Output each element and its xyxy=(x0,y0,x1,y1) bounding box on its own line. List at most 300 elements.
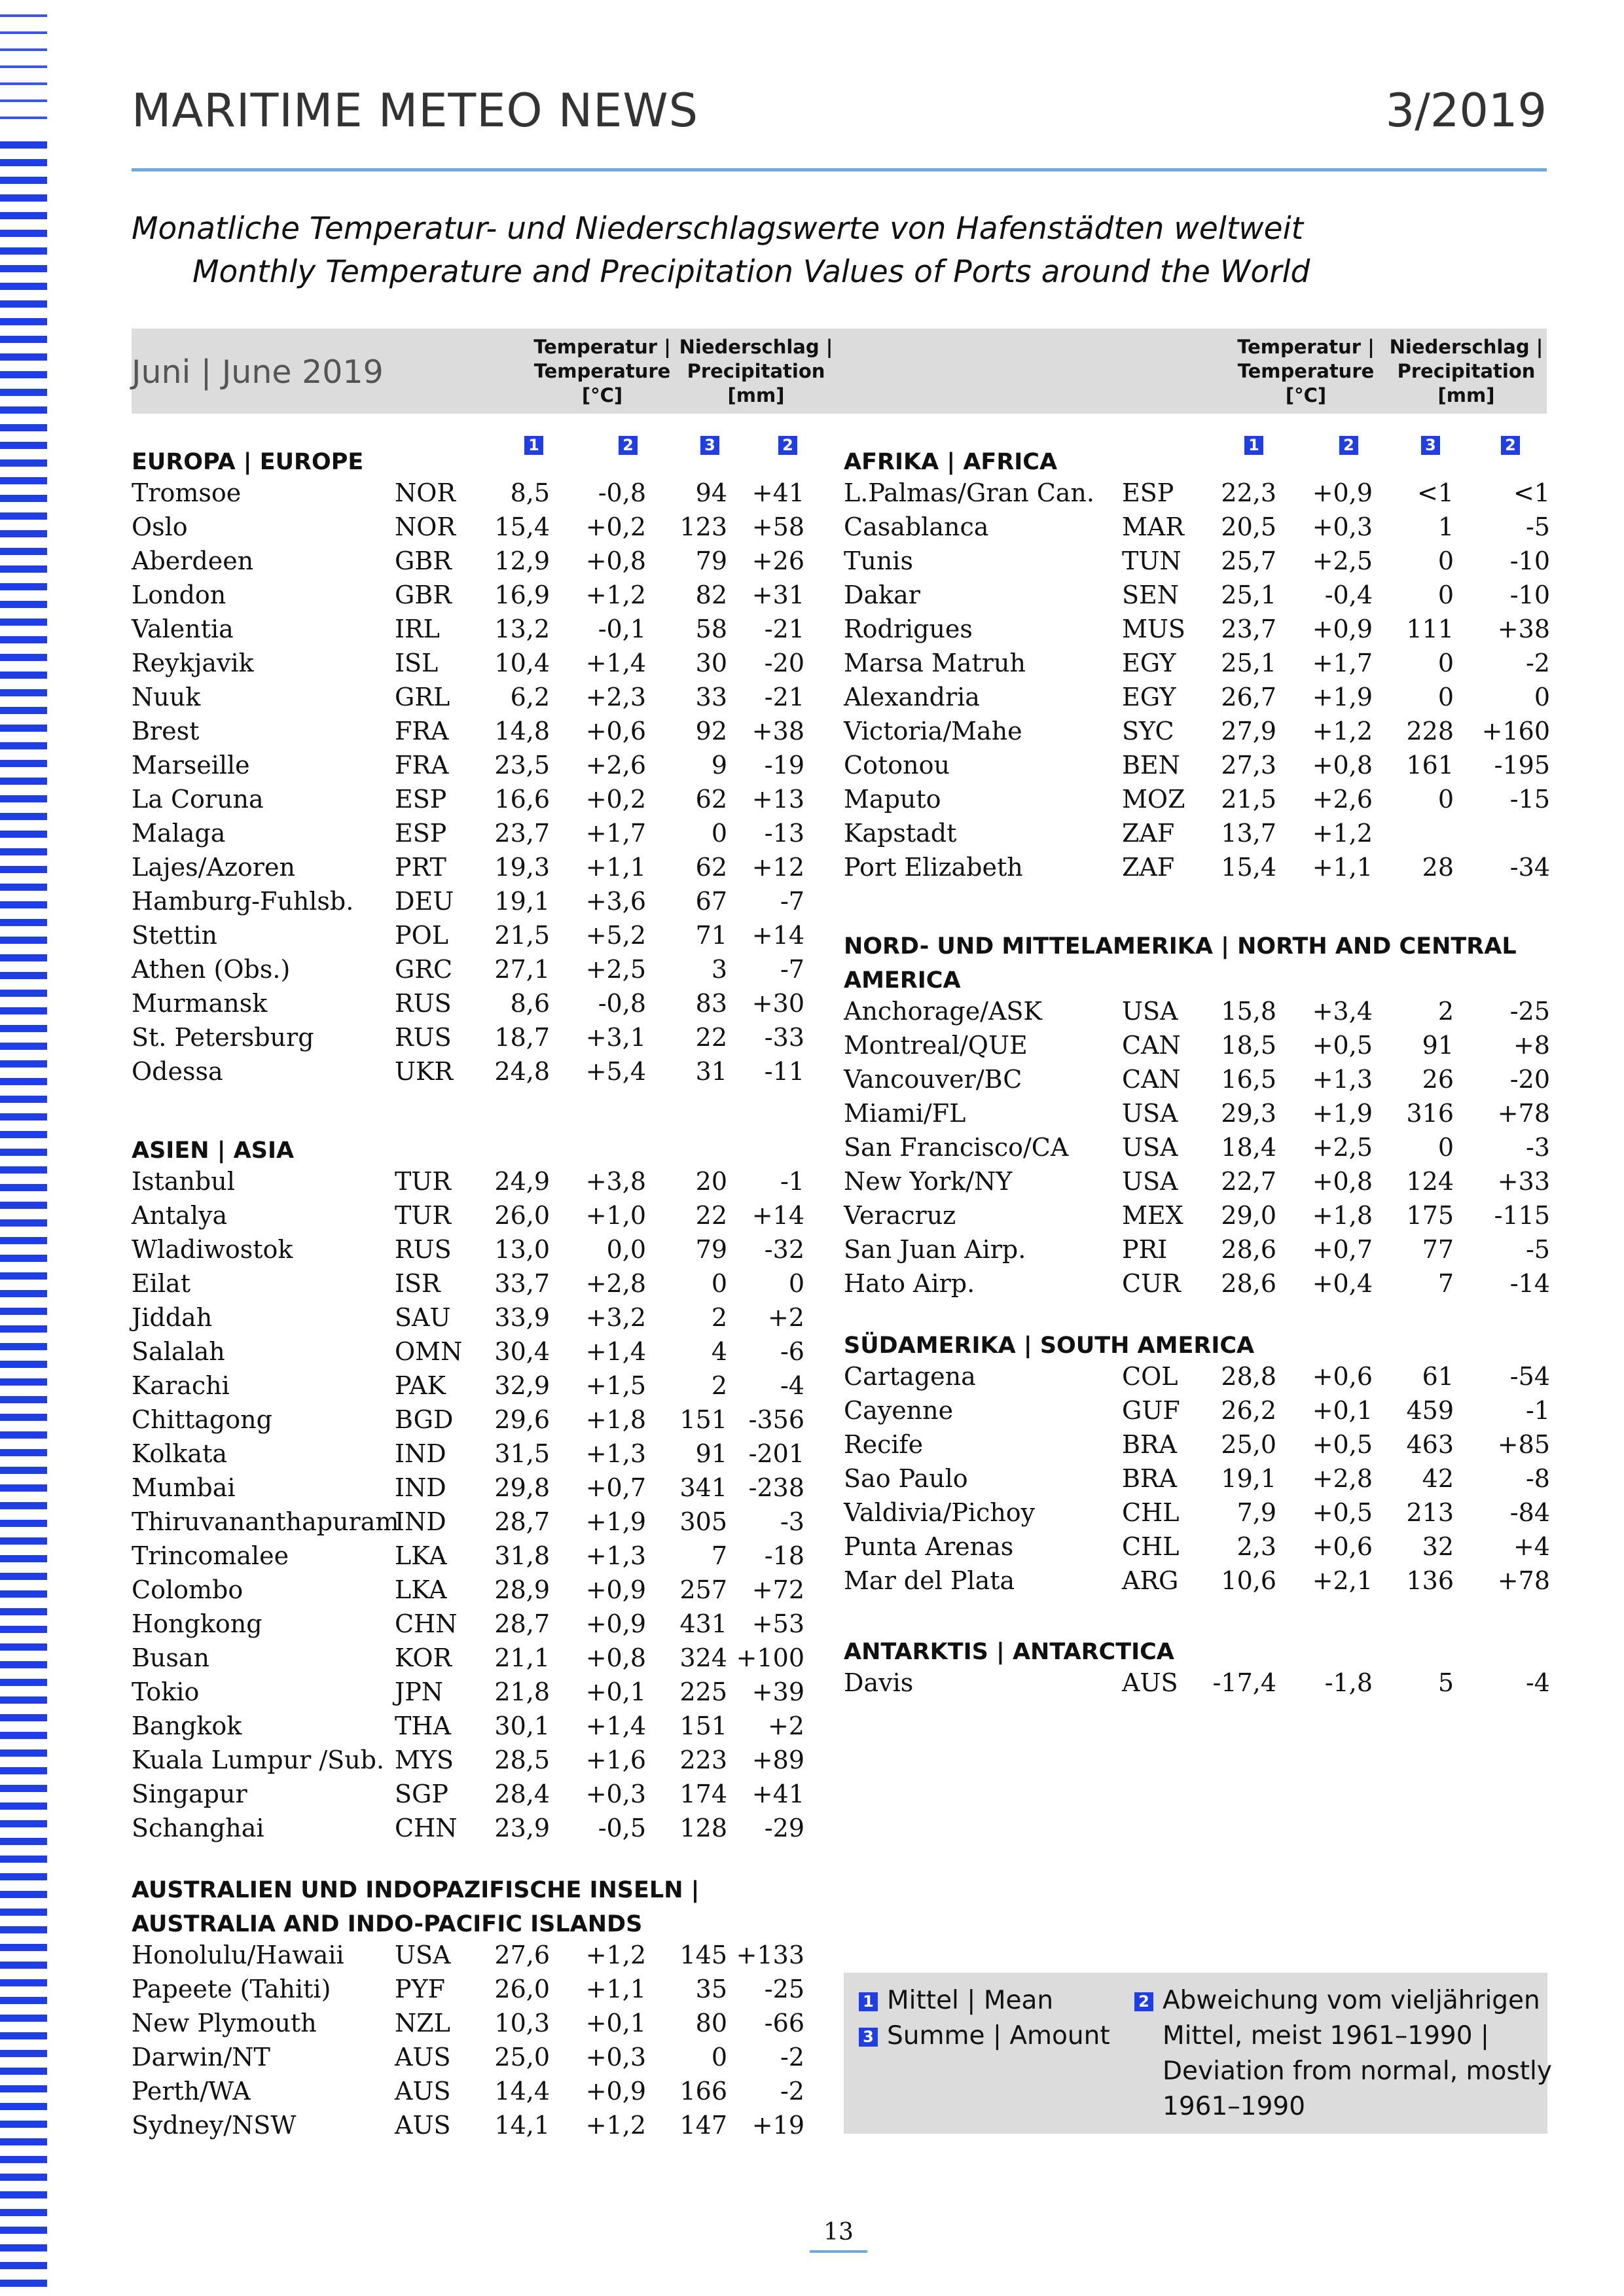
temperature-deviation: +1,3 xyxy=(585,1541,646,1570)
temperature-deviation: +0,1 xyxy=(585,1677,646,1706)
mean-temperature: 27,9 xyxy=(1221,717,1276,745)
city-name: Casablanca xyxy=(844,512,989,541)
precipitation-amount: 20 xyxy=(695,1167,727,1196)
country-code: IND xyxy=(395,1507,446,1536)
section-title-australia-line2: AUSTRALIA AND INDO-PACIFIC ISLANDS xyxy=(132,1911,643,1937)
mean-temperature: 19,3 xyxy=(494,853,550,882)
mean-temperature: 28,4 xyxy=(494,1780,550,1808)
mean-temperature: 6,2 xyxy=(510,683,550,711)
temperature-deviation: +5,4 xyxy=(585,1057,646,1086)
table-row xyxy=(0,918,1624,952)
precipitation-deviation: -195 xyxy=(1494,751,1550,780)
precipitation-amount: 26 xyxy=(1422,1065,1454,1094)
temperature-deviation: +1,9 xyxy=(585,1507,646,1536)
badge-amount-icon: 3 xyxy=(700,436,719,455)
country-code: GRL xyxy=(395,683,450,711)
precipitation-amount: 151 xyxy=(679,1712,727,1740)
precipitation-amount: 341 xyxy=(679,1473,727,1502)
table-row xyxy=(0,1359,1624,1393)
country-code: CHN xyxy=(395,1609,458,1638)
precipitation-deviation: -14 xyxy=(1509,1269,1550,1298)
city-name: New York/NY xyxy=(844,1167,1013,1196)
temperature-deviation: +5,2 xyxy=(585,921,646,950)
city-name: Veracruz xyxy=(844,1201,956,1230)
mean-temperature: 15,4 xyxy=(494,512,550,541)
temperature-deviation: -1,8 xyxy=(1324,1668,1373,1697)
mean-temperature: 14,8 xyxy=(494,717,550,745)
mean-temperature: 25,0 xyxy=(494,2043,550,2072)
mean-temperature: 28,8 xyxy=(1221,1362,1276,1391)
country-code: PAK xyxy=(395,1371,446,1400)
table-row xyxy=(0,782,1624,816)
legend-mean-badge-icon: 1 xyxy=(859,1992,878,2011)
prec-header-line-2: Precipitation xyxy=(687,360,825,382)
country-code: CHL xyxy=(1122,1498,1180,1527)
table-row xyxy=(0,1096,1624,1130)
country-code: BRA xyxy=(1122,1430,1177,1459)
table-row xyxy=(0,1743,1624,1777)
city-name: Tromsoe xyxy=(132,478,242,507)
legend-deviation-line-4: 1961–1990 xyxy=(1163,2092,1306,2121)
legend-deviation-badge-icon: 2 xyxy=(1134,1992,1153,2011)
temperature-deviation: +1,1 xyxy=(585,853,646,882)
temperature-deviation: +0,8 xyxy=(1312,1167,1373,1196)
temp-header-line-3: [°C] xyxy=(1285,384,1327,406)
precipitation-deviation: -21 xyxy=(764,615,804,643)
temperature-deviation: +2,6 xyxy=(1312,785,1373,814)
precipitation-amount: 324 xyxy=(679,1643,727,1672)
city-name: Valdivia/Pichoy xyxy=(844,1498,1036,1527)
precipitation-amount: 67 xyxy=(695,887,727,916)
city-name: Vancouver/BC xyxy=(844,1065,1022,1094)
page-number: 13 xyxy=(810,2212,867,2253)
precipitation-deviation: -2 xyxy=(780,2043,804,2072)
table-row xyxy=(0,994,1624,1028)
precipitation-amount: 111 xyxy=(1406,615,1454,643)
precipitation-amount: 71 xyxy=(695,921,727,950)
table-row xyxy=(0,544,1624,578)
badge-mean-icon: 1 xyxy=(1244,436,1263,455)
precipitation-amount: 225 xyxy=(679,1677,727,1706)
temperature-deviation: -0,4 xyxy=(1324,581,1373,609)
temperature-deviation: +0,6 xyxy=(1312,1532,1373,1561)
temperature-deviation: +1,7 xyxy=(1312,649,1373,677)
city-name: Antalya xyxy=(132,1201,228,1230)
temperature-deviation: 0,0 xyxy=(606,1235,646,1264)
precipitation-amount: 94 xyxy=(695,478,727,507)
city-name: Recife xyxy=(844,1430,924,1459)
country-code: AUS xyxy=(1122,1668,1178,1697)
precipitation-deviation: -7 xyxy=(780,955,804,984)
precipitation-deviation: -11 xyxy=(764,1057,804,1086)
temperature-deviation: +1,9 xyxy=(1312,1099,1373,1128)
city-name: Marseille xyxy=(132,751,250,780)
mean-temperature: 18,4 xyxy=(1221,1133,1276,1162)
country-code: USA xyxy=(1122,1099,1178,1128)
prec-header-line-2: Precipitation xyxy=(1397,360,1536,382)
country-code: SGP xyxy=(395,1780,448,1808)
table-row xyxy=(0,816,1624,850)
table-row xyxy=(0,1393,1624,1427)
precipitation-deviation: +72 xyxy=(751,1575,804,1604)
temperature-deviation: +0,6 xyxy=(1312,1362,1373,1391)
mean-temperature: 29,8 xyxy=(494,1473,550,1502)
mean-temperature: 14,4 xyxy=(494,2077,550,2106)
section-title-antarctica: ANTARKTIS | ANTARCTICA xyxy=(844,1639,1174,1665)
temperature-deviation: -0,1 xyxy=(598,615,646,643)
country-code: USA xyxy=(1122,1133,1178,1162)
section-title-north-america-line2: AMERICA xyxy=(844,967,961,994)
precipitation-amount: 0 xyxy=(711,2043,727,2072)
precipitation-deviation: +78 xyxy=(1497,1099,1550,1128)
city-name: Busan xyxy=(132,1643,210,1672)
precipitation-amount: 62 xyxy=(695,853,727,882)
country-code: CAN xyxy=(1122,1031,1181,1060)
temperature-deviation: +0,8 xyxy=(1312,751,1373,780)
city-name: Stettin xyxy=(132,921,217,950)
mean-temperature: 25,1 xyxy=(1221,649,1276,677)
city-name: Miami/FL xyxy=(844,1099,966,1128)
temperature-deviation: +0,3 xyxy=(585,1780,646,1808)
mean-temperature: 23,7 xyxy=(1221,615,1276,643)
precipitation-deviation: -2 xyxy=(780,2077,804,2106)
country-code: TUN xyxy=(1122,547,1182,575)
country-code: IND xyxy=(395,1473,446,1502)
table-row xyxy=(0,952,1624,986)
country-code: FRA xyxy=(395,751,449,780)
city-name: Singapur xyxy=(132,1780,247,1808)
precipitation-deviation: -115 xyxy=(1494,1201,1550,1230)
precipitation-amount: 175 xyxy=(1406,1201,1454,1230)
precipitation-deviation: +13 xyxy=(751,785,804,814)
mean-temperature: 15,4 xyxy=(1221,853,1276,882)
city-name: Oslo xyxy=(132,512,188,541)
precipitation-amount: 431 xyxy=(679,1609,727,1638)
section-title-europe: EUROPA | EUROPE xyxy=(132,449,364,475)
legend-amount-badge-icon: 3 xyxy=(859,2028,878,2047)
temperature-deviation: +2,5 xyxy=(585,955,646,984)
mean-temperature: 13,0 xyxy=(494,1235,550,1264)
temperature-deviation: +2,8 xyxy=(585,1269,646,1298)
precipitation-amount: 62 xyxy=(695,785,727,814)
precipitation-amount: 91 xyxy=(1422,1031,1454,1060)
publication-title: MARITIME METEO NEWS xyxy=(132,84,699,137)
mean-temperature: 22,7 xyxy=(1221,1167,1276,1196)
precipitation-deviation: -25 xyxy=(1509,997,1550,1026)
country-code: ARG xyxy=(1122,1566,1179,1595)
prec-header-line-1: Niederschlag | xyxy=(1389,336,1543,358)
precipitation-amount: 151 xyxy=(679,1405,727,1434)
table-row xyxy=(0,1777,1624,1811)
country-code: JPN xyxy=(395,1677,444,1706)
temperature-deviation: +0,2 xyxy=(585,785,646,814)
country-code: IRL xyxy=(395,615,440,643)
precipitation-amount: 145 xyxy=(679,1941,727,1969)
temperature-deviation: +1,5 xyxy=(585,1371,646,1400)
city-name: Eilat xyxy=(132,1269,190,1298)
section-title-south-america: SÜDAMERIKA | SOUTH AMERICA xyxy=(844,1333,1255,1359)
mean-temperature: 31,8 xyxy=(494,1541,550,1570)
city-name: Colombo xyxy=(132,1575,244,1604)
precipitation-amount: 257 xyxy=(679,1575,727,1604)
precipitation-deviation: +100 xyxy=(736,1643,804,1672)
country-code: CHN xyxy=(395,1814,458,1842)
mean-temperature: 14,1 xyxy=(494,2111,550,2140)
temperature-deviation: +0,7 xyxy=(1312,1235,1373,1264)
mean-temperature: 30,4 xyxy=(494,1337,550,1366)
temperature-deviation: +0,9 xyxy=(1312,478,1373,507)
table-row xyxy=(0,510,1624,544)
mean-temperature: 13,7 xyxy=(1221,819,1276,848)
section-title-africa: AFRIKA | AFRICA xyxy=(844,449,1058,475)
mean-temperature: 28,7 xyxy=(494,1609,550,1638)
country-code: USA xyxy=(1122,1167,1178,1196)
temperature-deviation: +1,4 xyxy=(585,1712,646,1740)
table-row xyxy=(0,1300,1624,1335)
precipitation-amount: 1 xyxy=(1437,512,1454,541)
table-row xyxy=(0,646,1624,680)
city-name: Montreal/QUE xyxy=(844,1031,1028,1060)
country-code: POL xyxy=(395,921,448,950)
country-code: PRT xyxy=(395,853,446,882)
precipitation-amount: 80 xyxy=(695,2009,727,2037)
precipitation-amount: 463 xyxy=(1406,1430,1454,1459)
mean-temperature: 28,6 xyxy=(1221,1235,1276,1264)
city-name: Brest xyxy=(132,717,200,745)
country-code: TUR xyxy=(395,1201,451,1230)
city-name: Honolulu/Hawaii xyxy=(132,1941,344,1969)
precipitation-deviation: +14 xyxy=(751,921,804,950)
temperature-deviation: +0,9 xyxy=(1312,615,1373,643)
temperature-deviation: +1,3 xyxy=(1312,1065,1373,1094)
city-name: Bangkok xyxy=(132,1712,242,1740)
precipitation-amount: 0 xyxy=(1437,581,1454,609)
mean-temperature: 28,7 xyxy=(494,1507,550,1536)
mean-temperature: 28,5 xyxy=(494,1746,550,1774)
precipitation-amount: 123 xyxy=(679,512,727,541)
temperature-deviation: +1,7 xyxy=(585,819,646,848)
country-code: NZL xyxy=(395,2009,450,2037)
mean-temperature: 21,8 xyxy=(494,1677,550,1706)
table-row xyxy=(0,714,1624,748)
precipitation-deviation: +2 xyxy=(767,1712,804,1740)
precipitation-column-header-right xyxy=(1381,335,1551,408)
mean-temperature: 19,1 xyxy=(1221,1464,1276,1493)
country-code: FRA xyxy=(395,717,449,745)
country-code: NOR xyxy=(395,512,456,541)
city-name: Jiddah xyxy=(132,1303,213,1332)
precipitation-amount: 128 xyxy=(679,1814,727,1842)
temperature-deviation: +0,8 xyxy=(585,547,646,575)
precipitation-amount: 79 xyxy=(695,547,727,575)
temperature-deviation: -0,8 xyxy=(598,478,646,507)
precipitation-amount: 4 xyxy=(711,1337,727,1366)
precipitation-deviation: -18 xyxy=(764,1541,804,1570)
city-name: San Juan Airp. xyxy=(844,1235,1026,1264)
country-code: ESP xyxy=(395,819,447,848)
table-row xyxy=(0,1496,1624,1530)
city-name: Papeete (Tahiti) xyxy=(132,1975,331,2003)
country-code: MUS xyxy=(1122,615,1185,643)
mean-temperature: 16,9 xyxy=(494,581,550,609)
country-code: USA xyxy=(1122,997,1178,1026)
country-code: LKA xyxy=(395,1541,447,1570)
mean-temperature: 19,1 xyxy=(494,887,550,916)
prec-header-line-3: [mm] xyxy=(727,384,785,406)
precipitation-deviation: -25 xyxy=(764,1975,804,2003)
city-name: Alexandria xyxy=(844,683,980,711)
precipitation-deviation: -66 xyxy=(764,2009,804,2037)
city-name: Tokio xyxy=(132,1677,200,1706)
city-name: Kuala Lumpur /Sub. xyxy=(132,1746,385,1774)
precipitation-amount: 61 xyxy=(1422,1362,1454,1391)
precipitation-amount: 228 xyxy=(1406,717,1454,745)
table-row xyxy=(0,612,1624,646)
temperature-deviation: +1,2 xyxy=(585,2111,646,2140)
subtitle-english: Monthly Temperature and Precipitation Values of Ports around the World xyxy=(192,254,1310,290)
country-code: UKR xyxy=(395,1057,454,1086)
precipitation-deviation: -5 xyxy=(1525,512,1550,541)
precipitation-amount: 0 xyxy=(711,1269,727,1298)
temperature-deviation: +1,2 xyxy=(1312,819,1373,848)
precipitation-amount: 92 xyxy=(695,717,727,745)
mean-temperature: 26,0 xyxy=(494,1975,550,2003)
temperature-deviation: +0,6 xyxy=(585,717,646,745)
precipitation-deviation: -1 xyxy=(780,1167,804,1196)
table-row xyxy=(0,1427,1624,1462)
temperature-deviation: +2,5 xyxy=(1312,1133,1373,1162)
mean-temperature: 25,0 xyxy=(1221,1430,1276,1459)
city-name: Lajes/Azoren xyxy=(132,853,295,882)
city-name: Darwin/NT xyxy=(132,2043,270,2072)
precipitation-deviation: -3 xyxy=(1525,1133,1550,1162)
city-name: St. Petersburg xyxy=(132,1023,314,1052)
country-code: MOZ xyxy=(1122,785,1185,814)
precipitation-deviation: -29 xyxy=(764,1814,804,1842)
temperature-deviation: +2,8 xyxy=(1312,1464,1373,1493)
mean-temperature: 22,3 xyxy=(1221,478,1276,507)
country-code: SEN xyxy=(1122,581,1180,609)
precipitation-amount: 22 xyxy=(695,1201,727,1230)
country-code: ISR xyxy=(395,1269,441,1298)
temperature-deviation: +0,5 xyxy=(1312,1430,1373,1459)
country-code: MEX xyxy=(1122,1201,1183,1230)
city-name: Wladiwostok xyxy=(132,1235,293,1264)
precipitation-amount: 35 xyxy=(695,1975,727,2003)
mean-temperature: 28,6 xyxy=(1221,1269,1276,1298)
precipitation-deviation: +14 xyxy=(751,1201,804,1230)
precipitation-amount: 30 xyxy=(695,649,727,677)
temperature-deviation: +1,4 xyxy=(585,649,646,677)
country-code: EGY xyxy=(1122,649,1176,677)
badge-mean-icon: 1 xyxy=(524,436,543,455)
temperature-deviation: +1,9 xyxy=(1312,683,1373,711)
precipitation-deviation: +85 xyxy=(1497,1430,1550,1459)
table-row xyxy=(0,1130,1624,1164)
temperature-deviation: +0,4 xyxy=(1312,1269,1373,1298)
mean-temperature: 31,5 xyxy=(494,1439,550,1468)
temperature-deviation: +1,8 xyxy=(585,1405,646,1434)
city-name: L.Palmas/Gran Can. xyxy=(844,478,1094,507)
mean-temperature: 25,7 xyxy=(1221,547,1276,575)
precipitation-deviation: -201 xyxy=(748,1439,804,1468)
legend-deviation-line-2: Mittel, meist 1961–1990 | xyxy=(1163,2021,1490,2051)
city-name: Murmansk xyxy=(132,989,268,1018)
badge-amount-icon: 3 xyxy=(1421,436,1440,455)
country-code: BRA xyxy=(1122,1464,1177,1493)
mean-temperature: 20,5 xyxy=(1221,512,1276,541)
temp-header-line-2: Temperature xyxy=(533,360,671,382)
temperature-deviation: +1,2 xyxy=(585,1941,646,1969)
prec-header-line-1: Niederschlag | xyxy=(679,336,833,358)
country-code: TUR xyxy=(395,1167,451,1196)
precipitation-column-header xyxy=(674,335,838,408)
precipitation-deviation: +41 xyxy=(751,1780,804,1808)
precipitation-deviation: +38 xyxy=(1497,615,1550,643)
precipitation-amount: 58 xyxy=(695,615,727,643)
table-row xyxy=(0,1564,1624,1598)
temperature-deviation: +0,3 xyxy=(1312,512,1373,541)
precipitation-deviation: +4 xyxy=(1513,1532,1550,1561)
mean-temperature: 30,1 xyxy=(494,1712,550,1740)
precipitation-amount: 79 xyxy=(695,1235,727,1264)
city-name: Chittagong xyxy=(132,1405,272,1434)
temperature-deviation: +2,1 xyxy=(1312,1566,1373,1595)
precipitation-deviation: -34 xyxy=(1509,853,1550,882)
precipitation-amount: 42 xyxy=(1422,1464,1454,1493)
precipitation-deviation: -2 xyxy=(1525,649,1550,677)
mean-temperature: 13,2 xyxy=(494,615,550,643)
temperature-deviation: +0,9 xyxy=(585,2077,646,2106)
mean-temperature: 29,0 xyxy=(1221,1201,1276,1230)
city-name: San Francisco/CA xyxy=(844,1133,1069,1162)
precipitation-deviation: -19 xyxy=(764,751,804,780)
temperature-deviation: +0,1 xyxy=(1312,1396,1373,1425)
precipitation-amount: 2 xyxy=(1437,997,1454,1026)
temperature-deviation: +0,9 xyxy=(585,1609,646,1638)
temperature-deviation: +1,6 xyxy=(585,1746,646,1774)
precipitation-amount: 2 xyxy=(711,1371,727,1400)
precipitation-deviation: +78 xyxy=(1497,1566,1550,1595)
mean-temperature: 21,5 xyxy=(1221,785,1276,814)
mean-temperature: 26,2 xyxy=(1221,1396,1276,1425)
mean-temperature: 16,6 xyxy=(494,785,550,814)
mean-temperature: 21,1 xyxy=(494,1643,550,1672)
city-name: Punta Arenas xyxy=(844,1532,1014,1561)
temperature-deviation: +3,4 xyxy=(1312,997,1373,1026)
temperature-deviation: +0,7 xyxy=(585,1473,646,1502)
city-name: Tunis xyxy=(844,547,913,575)
precipitation-deviation: -4 xyxy=(1525,1668,1550,1697)
precipitation-deviation: -13 xyxy=(764,819,804,848)
mean-temperature: 25,1 xyxy=(1221,581,1276,609)
table-row xyxy=(0,1666,1624,1700)
precipitation-deviation: -21 xyxy=(764,683,804,711)
mean-temperature: 29,6 xyxy=(494,1405,550,1434)
precipitation-deviation: +8 xyxy=(1513,1031,1550,1060)
legend-deviation-line-1: Abweichung vom vieljährigen xyxy=(1163,1986,1540,2015)
precipitation-deviation: +2 xyxy=(767,1303,804,1332)
temperature-deviation: +0,2 xyxy=(585,512,646,541)
table-row xyxy=(0,1530,1624,1564)
legend-amount-label: Summe | Amount xyxy=(887,2021,1110,2051)
precipitation-amount: 0 xyxy=(711,819,727,848)
country-code: BEN xyxy=(1122,751,1180,780)
temperature-deviation: +0,8 xyxy=(585,1643,646,1672)
city-name: Maputo xyxy=(844,785,941,814)
precipitation-deviation: -20 xyxy=(764,649,804,677)
precipitation-deviation: -84 xyxy=(1509,1498,1550,1527)
